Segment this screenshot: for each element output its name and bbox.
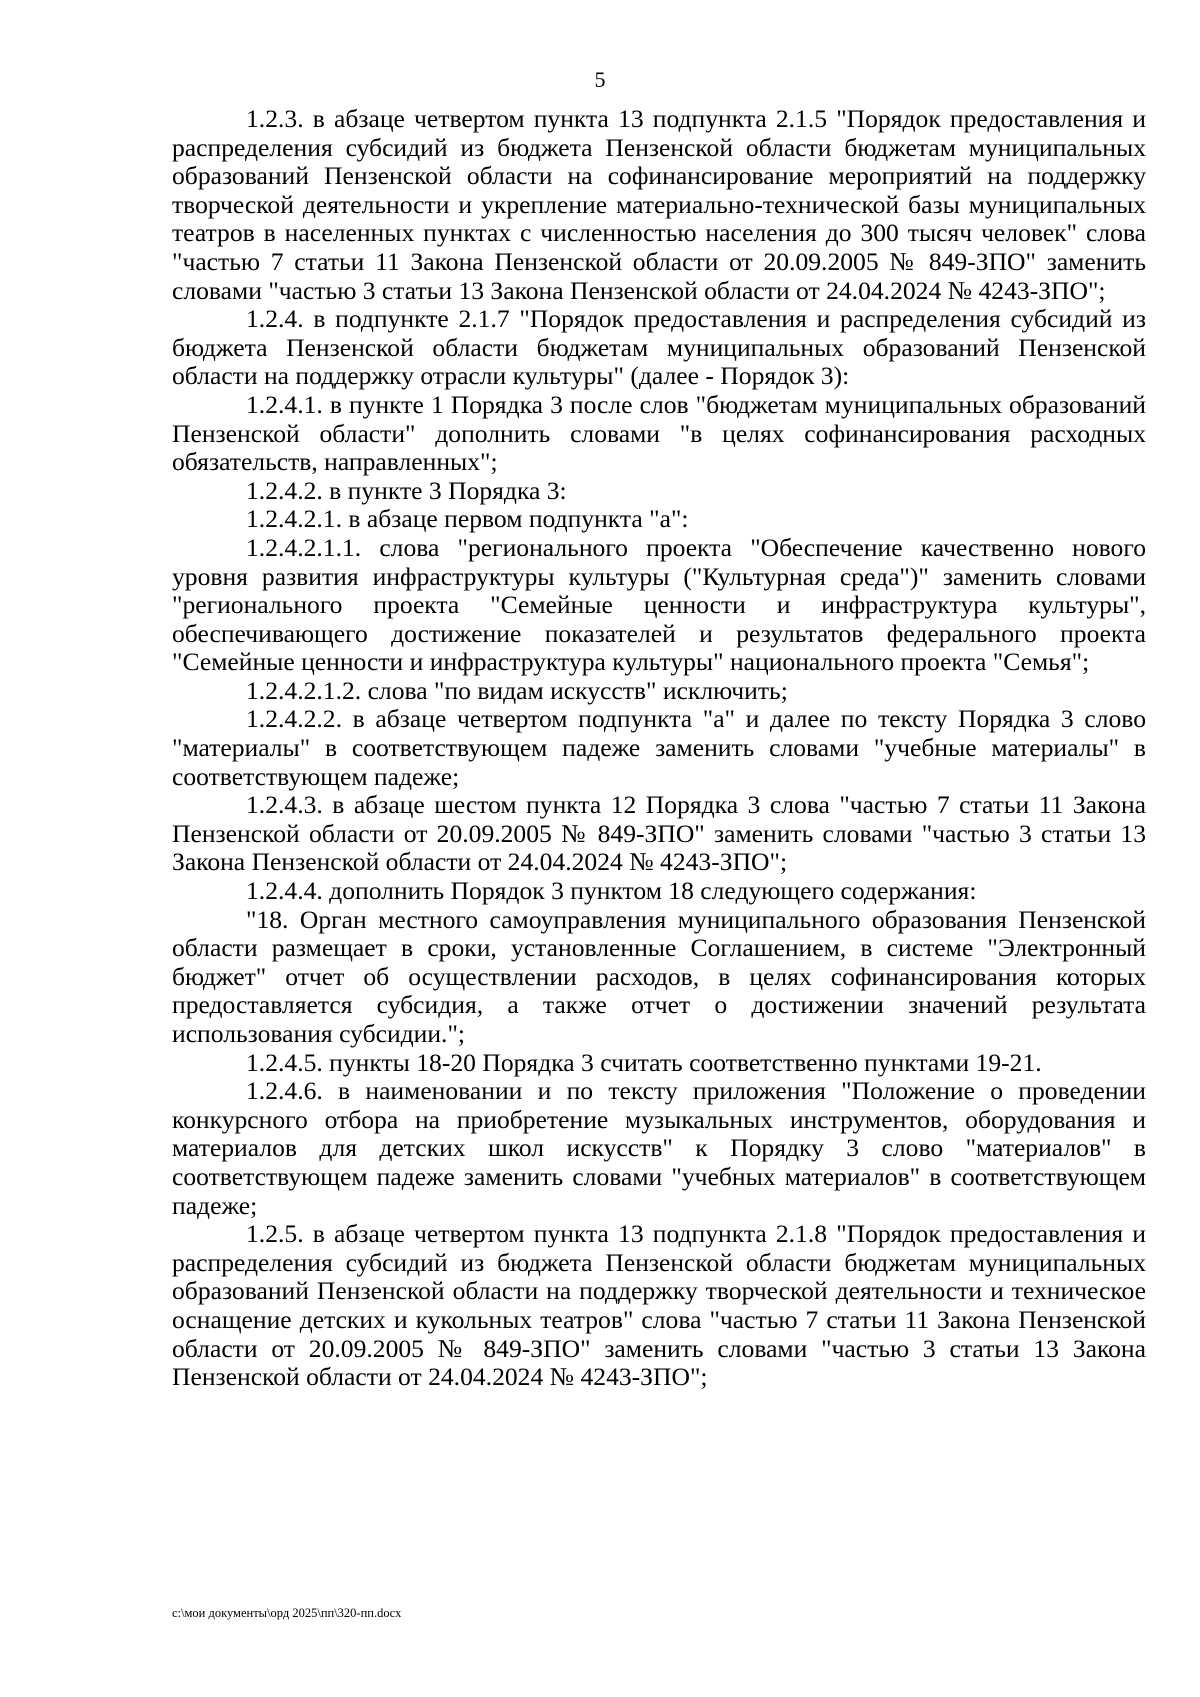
paragraph-1-2-4-2-1-1: 1.2.4.2.1.1. слова "регионального проекта "Обеспечение качественно нового уровня развития инфраструктуры культуры ("Культурная среда")" заменить словами "регионального проекта "Семейные ценности и инфраструктура культуры", обеспечивающего достижение показателей и результатов федерального проекта "Семейные ценности и инфраструктура культуры" национального проекта "Семья";	[172, 532, 1146, 677]
paragraph-1-2-4: 1.2.4. в подпункте 2.1.7 "Порядок предоставления и распределения субсидий из бюджета Пензенской области бюджетам муниципальных образований Пензенской области на поддержку отрасли культуры" (далее - Порядок 3):	[172, 304, 1146, 391]
footer-file-path: c:\мои документы\орд 2025\пп\320-пп.docx	[172, 1606, 402, 1620]
page-number: 5	[594, 67, 606, 92]
paragraph-1-2-4-6: 1.2.4.6. в наименовании и по тексту приложения "Положение о проведении конкурсного отбора на приобретение музыкальных инструментов, оборудования и материалов для детских школ искусств" к Порядку 3 слово "материалов" в соответствующем падеже заменить словами "учебных материалов" в соответствующем падеже;	[172, 1076, 1146, 1220]
paragraph-1-2-3: 1.2.3. в абзаце четвертом пункта 13 подпункта 2.1.5 "Порядок предоставления и распределения субсидий из бюджета Пензенской области бюджетам муниципальных образований Пензенской области на софинансирование мероприятий на поддержку творческой деятельности и укрепление материально-технической базы муниципальных театров в населенных пунктах с численностью населения до 300 тысяч человек" слова "частью 7 статьи 11 Закона Пензенской области от 20.09.2005 № 849-ЗПО" заменить словами "частью 3 статьи 13 Закона Пензенской области от 24.04.2024 № 4243-ЗПО";	[172, 104, 1146, 305]
paragraph-1-2-4-5: 1.2.4.5. пункты 18-20 Порядка 3 считать соответственно пунктами 19-21.	[246, 1047, 1042, 1077]
document-body	[172, 105, 1146, 1392]
paragraph-1-2-5: 1.2.5. в абзаце четвертом пункта 13 подпункта 2.1.8 "Порядок предоставления и распределения субсидий из бюджета Пензенской области бюджетам муниципальных образований Пензенской области на поддержку творческой деятельности и техническое оснащение детских и кукольных театров" слова "частью 7 статьи 11 Закона Пензенской области от 20.09.2005 № 849-ЗПО" заменить словами "частью 3 статьи 13 Закона Пензенской области от 24.04.2024 № 4243-ЗПО";	[172, 1219, 1146, 1392]
paragraph-1-2-4-3: 1.2.4.3. в абзаце шестом пункта 12 Порядка 3 слова "частью 7 статьи 11 Закона Пензенской области от 20.09.2005 № 849-ЗПО" заменить словами "частью 3 статьи 13 Закона Пензенской области от 24.04.2024 № 4243-ЗПО";	[172, 790, 1146, 877]
paragraph-1-2-4-1: 1.2.4.1. в пункте 1 Порядка 3 после слов "бюджетам муниципальных образований Пензенской области" дополнить словами "в целях софинансирования расходных обязательств, направленных";	[172, 389, 1146, 477]
paragraph-1-2-4-4: 1.2.4.4. дополнить Порядок 3 пунктом 18 следующего содержания:	[246, 876, 977, 906]
paragraph-1-2-4-2: 1.2.4.2. в пункте 3 Порядка 3:	[246, 475, 567, 505]
paragraph-1-2-4-2-1-2: 1.2.4.2.1.2. слова "по видам искусств" исключить;	[246, 675, 788, 705]
paragraph-1-2-4-2-1: 1.2.4.2.1. в абзаце первом подпункта "а":	[246, 504, 689, 534]
paragraph-quoted-18: "18. Орган местного самоуправления муниципального образования Пензенской области размещает в сроки, установленные Соглашением, в системе "Электронный бюджет" отчет об осуществлении расходов, в целях софинансирования которых предоставляется субсидия, а также отчет о достижении значений результата использования субсидии.";	[172, 904, 1146, 1048]
paragraph-1-2-4-2-2: 1.2.4.2.2. в абзаце четвертом подпункта "а" и далее по тексту Порядка 3 слово "материалы" в соответствующем падеже заменить словами "учебные материалы" в соответствующем падеже;	[172, 704, 1146, 791]
